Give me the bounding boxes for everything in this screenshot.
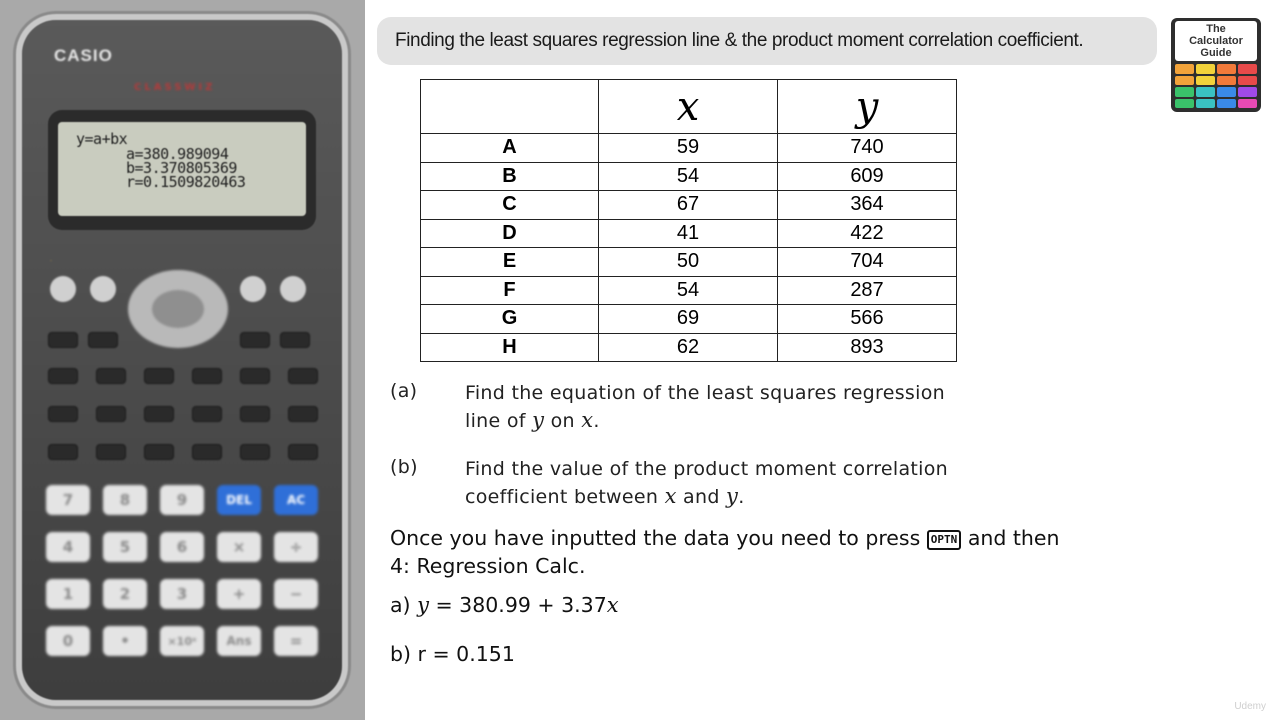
question-a-end: . (593, 410, 600, 432)
row-label: F (421, 276, 599, 305)
row-y: 422 (778, 219, 957, 248)
table-row (421, 248, 957, 277)
table-row (421, 219, 957, 248)
shift-label: · (50, 258, 52, 265)
question-b-line-2 (465, 483, 1025, 511)
title-bar (377, 17, 1157, 65)
key-5[interactable]: 5 (103, 532, 147, 562)
func-key-r1-6[interactable] (288, 368, 318, 384)
question-b-label: (b) (390, 456, 418, 478)
logo-line-1: The (1206, 23, 1226, 35)
screen-line-3: b=3.370805369 (126, 159, 237, 177)
on-key[interactable] (280, 276, 306, 302)
calculator-keypad (40, 250, 326, 690)
question-b-var-x: x (664, 484, 677, 508)
row-label: D (421, 219, 599, 248)
divide-key[interactable]: ÷ (274, 532, 318, 562)
data-table (420, 79, 957, 362)
func-key-r3-5[interactable] (240, 444, 270, 460)
func-key-r2-5[interactable] (240, 406, 270, 422)
alpha-key[interactable] (90, 276, 116, 302)
func-key-r1-2[interactable] (96, 368, 126, 384)
del-key[interactable]: DEL (217, 485, 261, 515)
row-y: 609 (778, 162, 957, 191)
decimal-key[interactable]: • (103, 626, 147, 656)
header-y: y (778, 80, 957, 134)
row-x: 62 (599, 333, 778, 362)
question-a-line-2 (465, 407, 1025, 435)
func-key-r1-5[interactable] (240, 368, 270, 384)
func-key-r2-6[interactable] (288, 406, 318, 422)
minus-key[interactable]: − (274, 579, 318, 609)
instruction-line-2: 4: Regression Calc. (390, 554, 586, 578)
fraction-key[interactable] (240, 332, 270, 348)
question-a-label: (a) (390, 380, 418, 402)
row-y: 566 (778, 305, 957, 334)
answer-a-var-x: x (606, 593, 619, 617)
table-row (421, 276, 957, 305)
logo-line-2: Calculator (1189, 35, 1243, 47)
x-key[interactable] (280, 332, 310, 348)
question-b-line-2-pre: coefficient between (465, 486, 665, 508)
instruction-line-1 (390, 524, 1170, 552)
row-label: G (421, 305, 599, 334)
answer-b-text: r = 0.151 (417, 642, 515, 666)
key-0[interactable]: 0 (46, 626, 90, 656)
plus-key[interactable]: + (217, 579, 261, 609)
answer-b (390, 642, 515, 666)
table-row (421, 191, 957, 220)
row-x: 41 (599, 219, 778, 248)
page-title: Finding the least squares regression line & the product moment correlation coefficient. (395, 30, 1084, 51)
logo-text (1175, 21, 1257, 61)
row-x: 59 (599, 134, 778, 163)
exp-key[interactable]: ×10ˣ (160, 626, 204, 656)
question-b-var-y: y (726, 484, 739, 508)
logo-key-grid (1175, 64, 1257, 108)
func-key-r2-1[interactable] (48, 406, 78, 422)
calculator-screen-bezel (48, 110, 316, 230)
func-key-r2-3[interactable] (144, 406, 174, 422)
equals-key[interactable]: = (274, 626, 318, 656)
optn-key-icon: OPTN (927, 530, 962, 550)
table-row (421, 333, 957, 362)
calculator-brand: CASIO (54, 46, 113, 65)
logo-line-3: Guide (1200, 47, 1232, 59)
question-a-mid: on (544, 410, 582, 432)
question-b-line-1: Find the value of the product moment correlation (465, 458, 949, 480)
shift-key[interactable] (50, 276, 76, 302)
func-key-r3-6[interactable] (288, 444, 318, 460)
calculator-panel (0, 0, 365, 720)
dpad[interactable] (128, 270, 228, 348)
udemy-watermark: Udemy (1234, 701, 1266, 712)
func-key-r1-1[interactable] (48, 368, 78, 384)
calculator-series: CLASSWIZ (134, 82, 216, 93)
ans-key[interactable]: Ans (217, 626, 261, 656)
row-x: 54 (599, 276, 778, 305)
func-key-r2-2[interactable] (96, 406, 126, 422)
row-x: 50 (599, 248, 778, 277)
row-y: 287 (778, 276, 957, 305)
calculator-guide-logo (1171, 18, 1261, 112)
func-key-r1-3[interactable] (144, 368, 174, 384)
dpad-center (152, 290, 204, 328)
table-row (421, 162, 957, 191)
optn-key[interactable] (48, 332, 78, 348)
key-4[interactable]: 4 (46, 532, 90, 562)
question-a-var-x: x (581, 408, 594, 432)
row-x: 67 (599, 191, 778, 220)
question-b (390, 456, 1010, 516)
func-key-r3-4[interactable] (192, 444, 222, 460)
key-1[interactable]: 1 (46, 579, 90, 609)
row-label: C (421, 191, 599, 220)
row-label: H (421, 333, 599, 362)
answer-b-label: b) (390, 642, 412, 666)
table-header-row (421, 80, 957, 134)
row-y: 740 (778, 134, 957, 163)
row-y: 893 (778, 333, 957, 362)
question-a-line-2-pre: line of (465, 410, 533, 432)
calculator-body (22, 20, 342, 700)
answer-a-label: a) (390, 593, 411, 617)
func-key-r3-1[interactable] (48, 444, 78, 460)
question-b-mid: and (676, 486, 727, 508)
answer-a-equation: = 380.99 + 3.37 (428, 593, 607, 617)
answer-a (390, 593, 619, 617)
func-key-r1-4[interactable] (192, 368, 222, 384)
func-key-r3-2[interactable] (96, 444, 126, 460)
instruction-post: and then (961, 526, 1060, 550)
row-label: A (421, 134, 599, 163)
question-a-line-1: Find the equation of the least squares regression (465, 382, 945, 404)
key-7[interactable]: 7 (46, 485, 90, 515)
table-row (421, 305, 957, 334)
question-b-text (465, 456, 1025, 511)
instruction-text (390, 524, 1170, 580)
row-x: 54 (599, 162, 778, 191)
table-row (421, 134, 957, 163)
row-label: B (421, 162, 599, 191)
key-6[interactable]: 6 (160, 532, 204, 562)
screen-line-4: r=0.1509820463 (126, 173, 246, 191)
func-key-r2-4[interactable] (192, 406, 222, 422)
header-label (421, 80, 599, 134)
question-a-text (465, 380, 1025, 435)
row-y: 364 (778, 191, 957, 220)
key-3[interactable]: 3 (160, 579, 204, 609)
func-key-r3-3[interactable] (144, 444, 174, 460)
screen-line-1: y=a+bx (76, 130, 128, 148)
header-x: x (599, 80, 778, 134)
screen-line-2: a=380.989094 (126, 145, 229, 163)
key-2[interactable]: 2 (103, 579, 147, 609)
calculator-screen (58, 122, 306, 216)
question-a (390, 380, 1010, 440)
multiply-key[interactable]: × (217, 532, 261, 562)
calc-key[interactable] (88, 332, 118, 348)
question-b-end: . (738, 486, 745, 508)
key-8[interactable]: 8 (103, 485, 147, 515)
question-a-var-y: y (532, 408, 545, 432)
menu-key[interactable] (240, 276, 266, 302)
row-y: 704 (778, 248, 957, 277)
row-label: E (421, 248, 599, 277)
ac-key[interactable]: AC (274, 485, 318, 515)
answer-a-var-y: y (417, 593, 429, 617)
instruction-pre: Once you have inputted the data you need to press (390, 526, 927, 550)
row-x: 69 (599, 305, 778, 334)
key-9[interactable]: 9 (160, 485, 204, 515)
